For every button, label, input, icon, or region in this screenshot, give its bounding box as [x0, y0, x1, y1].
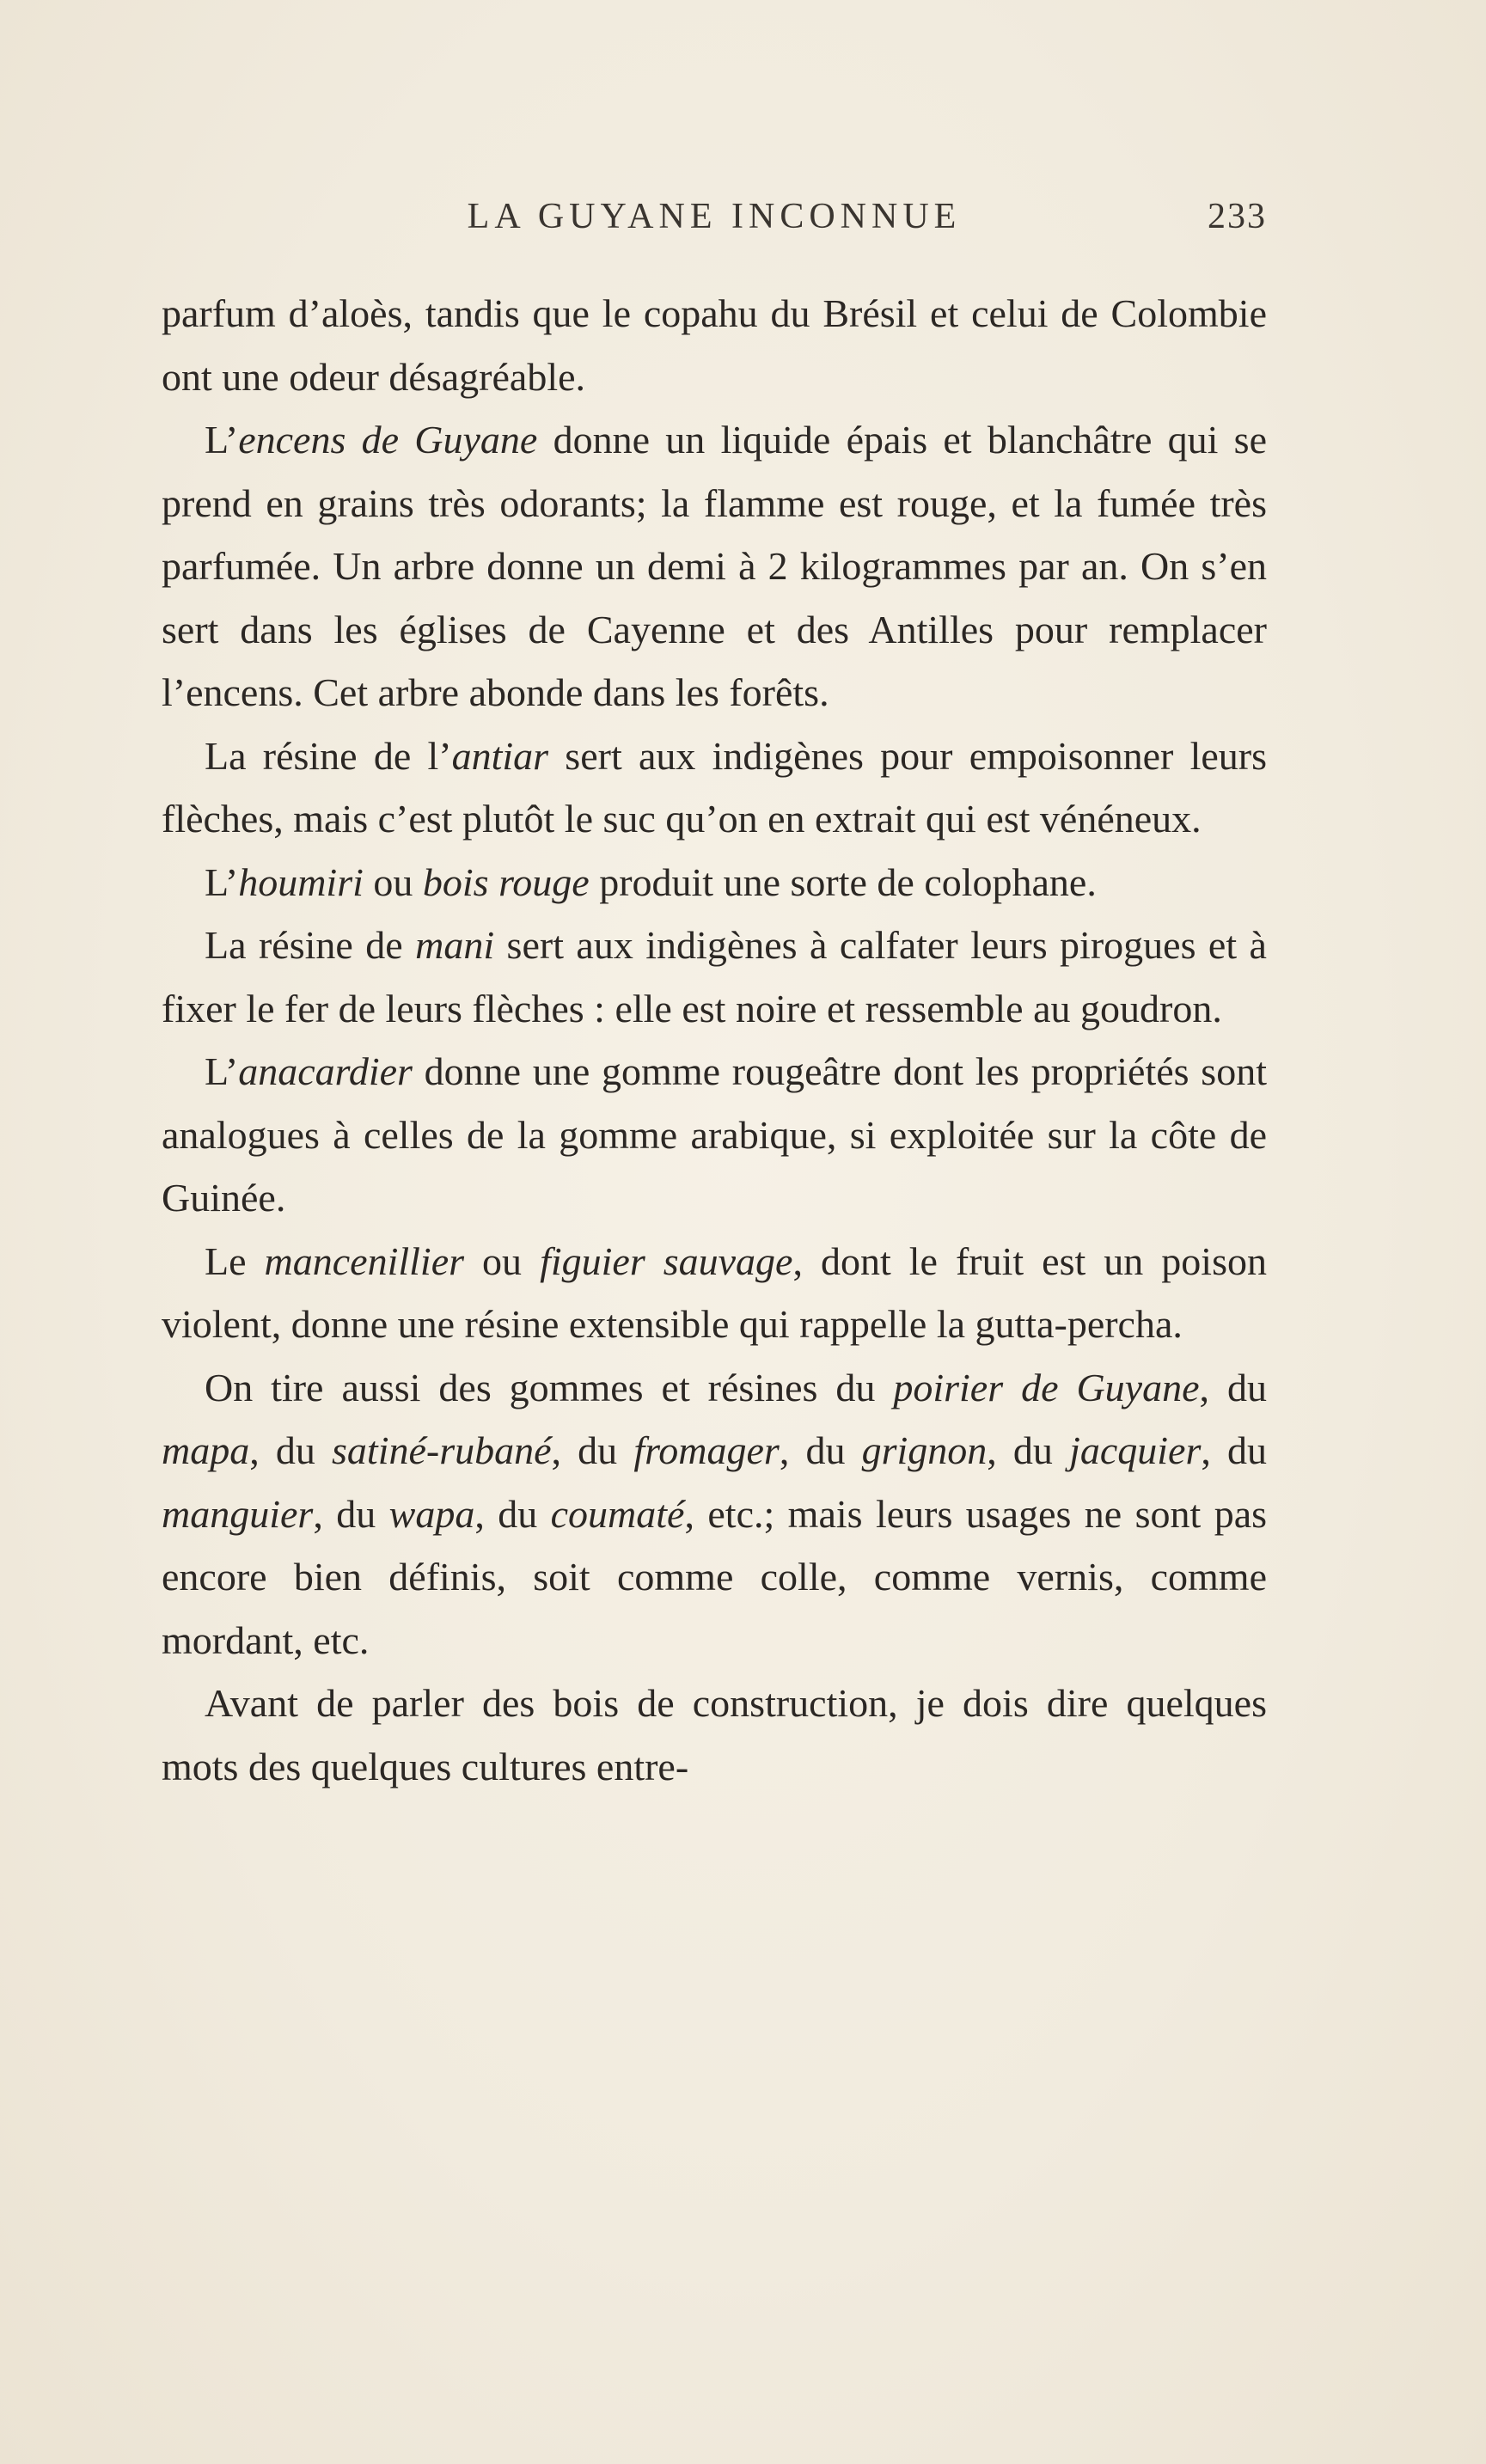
italic-term: figuier sauvage	[540, 1238, 793, 1283]
italic-term: mancenillier	[264, 1238, 465, 1283]
text-run: La résine de	[205, 923, 416, 967]
text-run: L’	[205, 859, 239, 904]
paragraph	[162, 1672, 1267, 1798]
italic-term: bois rouge	[422, 859, 590, 904]
italic-term: jacquier	[1069, 1428, 1202, 1472]
italic-term: coumaté	[550, 1491, 685, 1536]
text-run: , du	[779, 1428, 862, 1472]
paragraph	[162, 851, 1267, 914]
text-run: parfum d’aloès, tandis que le copahu du Brésil et celui de Colombie ont une odeur désagréable.	[162, 291, 1267, 399]
text-run: sert aux indigènes à calfater leurs pirogues et à fixer le fer de leurs flèches : elle est noire et ressemble au goudron.	[162, 923, 1267, 1030]
italic-term: houmiri	[238, 859, 364, 904]
paragraph	[162, 1040, 1267, 1230]
text-run: Avant de parler des bois de construction, je dois dire quelques mots des quelques cultures entre-	[162, 1681, 1267, 1788]
italic-term: encens de Guyane	[238, 418, 538, 462]
running-title: LA GUYANE INCONNUE	[467, 197, 962, 236]
text-run: ou	[363, 859, 423, 904]
paragraph	[162, 282, 1267, 408]
text-run: , du	[313, 1491, 389, 1536]
text-run: Le	[205, 1238, 265, 1283]
page-number: 233	[1208, 197, 1267, 236]
text-run: donne une gomme rougeâtre dont les propriétés sont analogues à celles de la gomme arabique, si exploitée sur la côte de Guinée.	[162, 1049, 1267, 1220]
italic-term: mani	[415, 923, 495, 967]
italic-term: manguier	[162, 1491, 314, 1536]
running-head	[162, 191, 1267, 242]
text-run: sert aux indigènes pour empoisonner leurs flèches, mais c’est plutôt le suc qu’on en extrait qui est vénéneux.	[162, 733, 1267, 841]
text-run: L’	[205, 1049, 239, 1093]
text-run: produit une sorte de colophane.	[589, 859, 1097, 904]
text-run: La résine de l’	[205, 733, 452, 778]
italic-term: wapa	[388, 1491, 475, 1536]
text-run: , du	[551, 1428, 634, 1472]
italic-term: satiné-rubané	[332, 1428, 552, 1472]
text-run: , du	[474, 1491, 551, 1536]
text-run: L’	[205, 418, 239, 462]
italic-term: anacardier	[238, 1049, 413, 1093]
text-run: On tire aussi des gommes et résines du	[205, 1365, 894, 1409]
italic-term: antiar	[451, 733, 549, 778]
italic-term: grignon	[861, 1428, 988, 1472]
paragraph	[162, 1356, 1267, 1672]
italic-term: mapa	[162, 1428, 250, 1472]
text-run: , du	[249, 1428, 333, 1472]
italic-term: poirier de Guyane	[893, 1365, 1200, 1409]
paragraph	[162, 725, 1267, 851]
body-text	[162, 282, 1267, 1798]
italic-term: fromager	[633, 1428, 780, 1472]
paragraph	[162, 408, 1267, 725]
text-run: donne un liquide épais et blanchâtre qui se prend en grains très odorants; la flamme est rouge, et la fumée très parfumée. Un arbre donne un demi à 2 kilogrammes par an. On s’en sert dans les églises de Cayenne et des Antilles pour remplacer l’encens. Cet arbre abonde dans les forêts.	[162, 418, 1267, 714]
text-run: , etc.; mais leurs usages ne sont pas encore bien définis, soit comme colle, comme vernis, comme mordant, etc.	[162, 1491, 1268, 1662]
paragraph	[162, 1230, 1267, 1356]
text-run: , dont le fruit est un poison violent, donne une résine extensible qui rappelle la gutta-percha.	[162, 1238, 1267, 1346]
text-run: , du	[1199, 1365, 1267, 1409]
text-run: ou	[464, 1238, 541, 1283]
paragraph	[162, 914, 1267, 1040]
text-run: , du	[987, 1428, 1070, 1472]
text-run: , du	[1201, 1428, 1268, 1472]
